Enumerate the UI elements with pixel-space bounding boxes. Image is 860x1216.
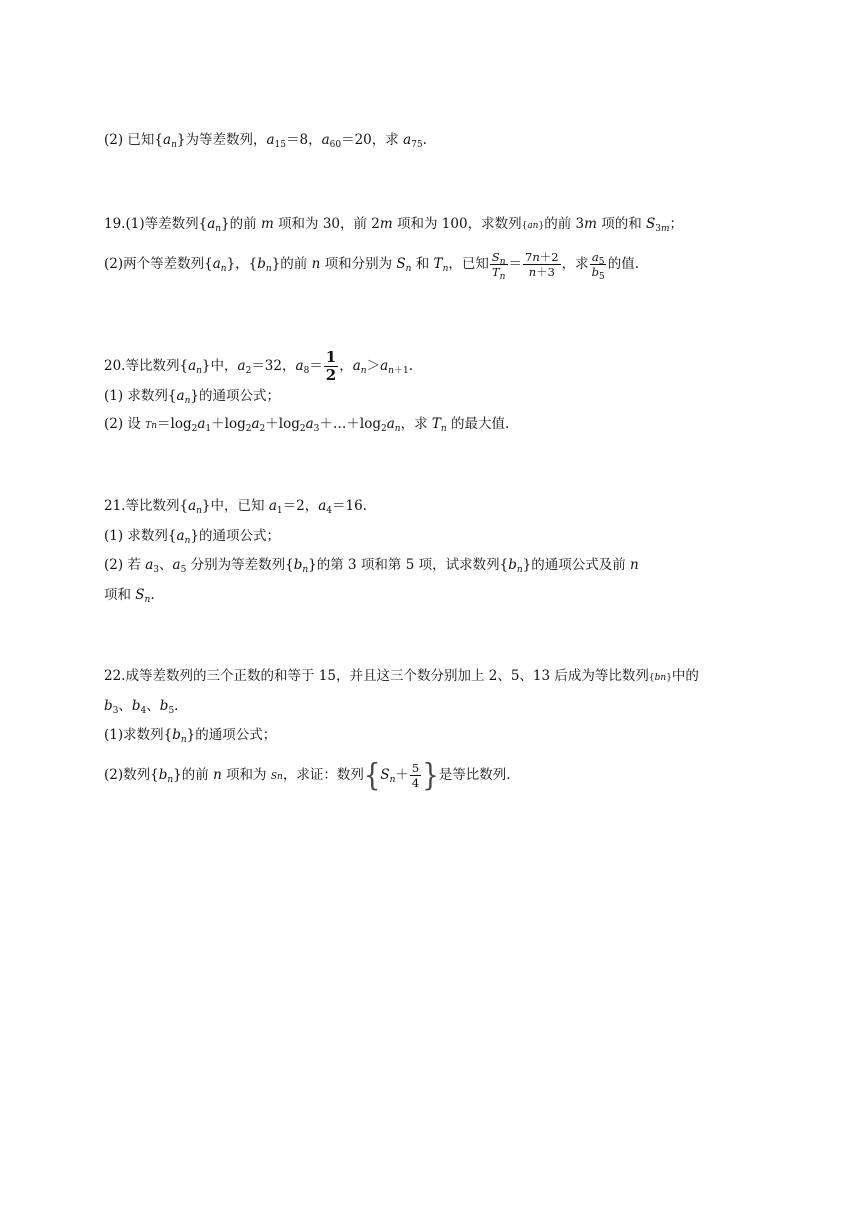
fraction-five-quarters: $\frac{5}{4}$: [411, 761, 420, 790]
problem-22-stem-line-1: 22.成等差数列的三个正数的和等于 15，并且这三个数分别加上 2、5、13 后成为等比数列{bn}中的: [104, 668, 699, 684]
problem-22-stem-line-2: $b_3$、$b_4$、$b_5$.: [104, 698, 179, 716]
fraction-one-half: $\frac{1}{2}$: [325, 348, 337, 384]
problem-20-part-1: (1) 求数列$\{a_n\}$的通项公式；: [104, 388, 280, 406]
problem-21-part-1: (1) 求数列$\{a_n\}$的通项公式；: [104, 528, 280, 546]
problem-20-stem: 20.等比数列$\{a_n\}$中，$a_2=32$，$a_8=$ $\frac{1}{2}$ ，$a_n>a_{n+1}$.: [104, 348, 413, 384]
fraction-a5-over-b5: $\frac{a_5}{b_5}$: [591, 250, 605, 282]
fraction-7n-plus-2: $\frac{7n+2}{n+3}$: [525, 250, 559, 279]
problem-19-part-1: 19.(1)等差数列$\{a_n\}$的前 m 项和为 30，前 2m 项和为 100，求数列{an}的前 3m 项的和 $S_{3m}$；: [104, 216, 684, 234]
problem-21-stem: 21.等比数列$\{a_n\}$中，已知 $a_1=2$，$a_4=16$.: [104, 498, 367, 516]
problem-18-part-2: (2) 已知$\{a_n\}$为等差数列，$a_{15}=8$，$a_{60}=20$，求 $a_{75}$.: [104, 132, 427, 150]
problem-21-part-2-line-2: 项和 $S_n$.: [104, 587, 155, 605]
problem-22-part-1: (1)求数列$\{b_n\}$的通项公式；: [104, 727, 277, 745]
problem-21-part-2-line-1: (2) 若 $a_3$、$a_5$ 分别为等差数列$\{b_n\}$的第 3 项和第 5 项，试求数列$\{b_n\}$的通项公式及前 n: [104, 557, 639, 575]
problem-22-part-2: (2)数列$\{b_n\}$的前 n 项和为 Sn，求证：数列{$S_n+$ $\frac{5}{4}$ }是等比数列.: [104, 757, 511, 794]
problem-19-part-2: (2)两个等差数列$\{a_n\}$，$\{b_n\}$的前 n 项和分别为 $S_n$ 和 $T_n$，已知 $\frac{S_n}{T_n}$ ＝ $\frac{7n+2}{n+3}$ ，求 $\frac{a_5}{b_5}$ 的值.: [104, 250, 640, 282]
problem-20-part-2: (2) 设 $Tn=\log_2a_1+\log_2a_2+\log_2a_3+\dots+\log_2a_n$，求 $T_n$ 的最大值.: [104, 416, 510, 434]
fraction-sn-over-tn: $\frac{S_n}{T_n}$: [491, 250, 506, 282]
